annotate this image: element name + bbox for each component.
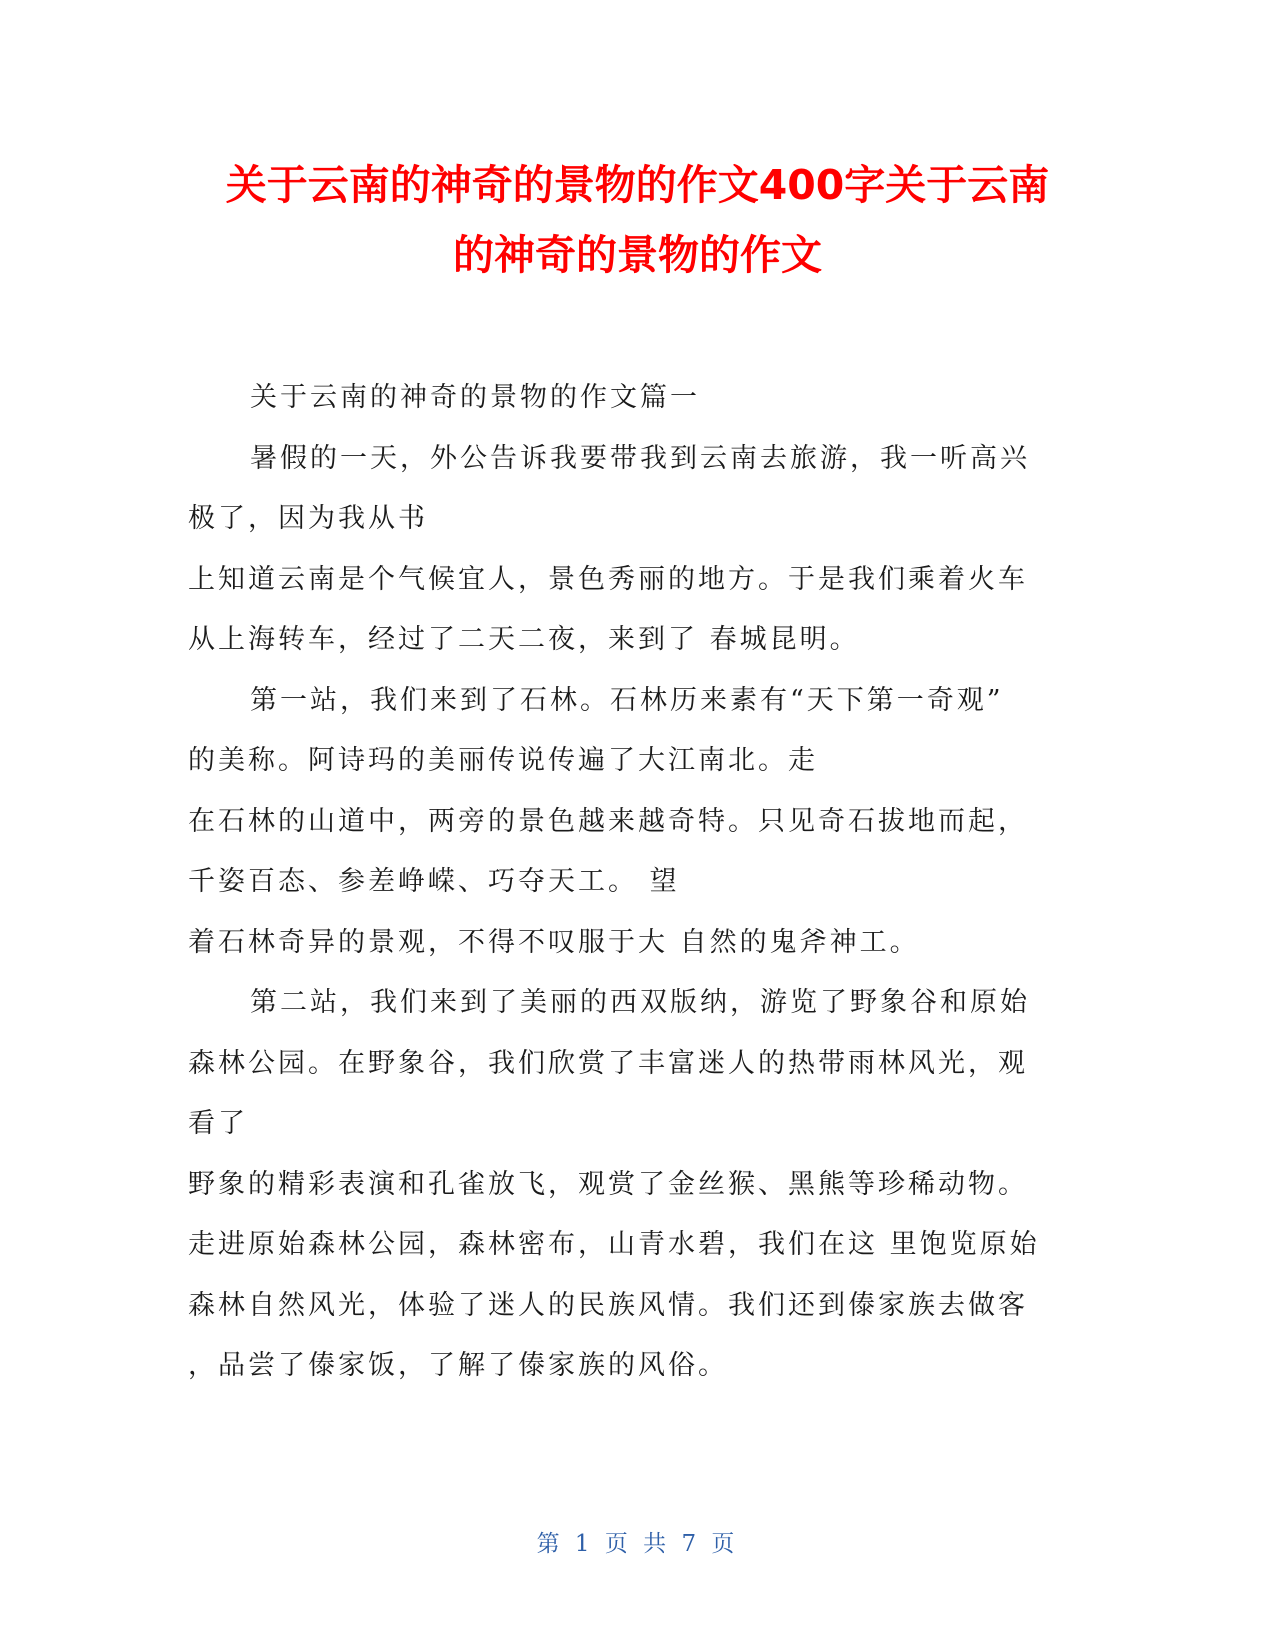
paragraph-line: 森林公园。在野象谷，我们欣赏了丰富迷人的热带雨林风光，观	[188, 1047, 1028, 1079]
paragraph-line: 暑假的一天，外公告诉我要带我到云南去旅游，我一听高兴	[250, 442, 1030, 474]
paragraph-line: 从上海转车，经过了二天二夜，来到了 春城昆明。	[188, 624, 860, 655]
paragraph-line: 走进原始森林公园，森林密布，山青水碧，我们在这 里饱览原始	[188, 1229, 1040, 1260]
paragraph-line: 野象的精彩表演和孔雀放飞，观赏了金丝猴、黑熊等珍稀动物。	[188, 1168, 1028, 1200]
paragraph-line: 的美称。阿诗玛的美丽传说传遍了大江南北。走	[188, 745, 818, 776]
document-title	[180, 150, 1095, 290]
paragraph-line: 第一站，我们来到了石林。石林历来素有“天下第一奇观”	[250, 684, 1004, 716]
paragraph-line: 森林自然风光，体验了迷人的民族风情。我们还到傣家族去做客	[188, 1289, 1028, 1321]
paragraph-line: 看了	[188, 1108, 248, 1139]
paragraph-line: 千姿百态、参差峥嵘、巧夺天工。 望	[188, 866, 680, 897]
document-body	[188, 368, 1088, 1397]
page-number-footer: 第 1 页 共 7 页	[536, 1531, 739, 1557]
paragraph-line: 第二站，我们来到了美丽的西双版纳，游览了野象谷和原始	[250, 987, 1030, 1018]
title-line-1: 关于云南的神奇的景物的作文400字关于云南	[225, 161, 1050, 209]
paragraph-line: 着石林奇异的景观，不得不叹服于大 自然的鬼斧神工。	[188, 926, 920, 958]
section-heading: 关于云南的神奇的景物的作文篇一	[250, 382, 700, 413]
paragraph-line: ，品尝了傣家饭，了解了傣家族的风俗。	[188, 1350, 728, 1381]
paragraph-line: 极了，因为我从书	[188, 503, 428, 534]
paragraph-line: 上知道云南是个气候宜人，景色秀丽的地方。于是我们乘着火车	[188, 563, 1028, 595]
title-line-2: 的神奇的景物的作文	[453, 231, 822, 279]
paragraph-line: 在石林的山道中，两旁的景色越来越奇特。只见奇石拔地而起，	[188, 805, 1028, 837]
